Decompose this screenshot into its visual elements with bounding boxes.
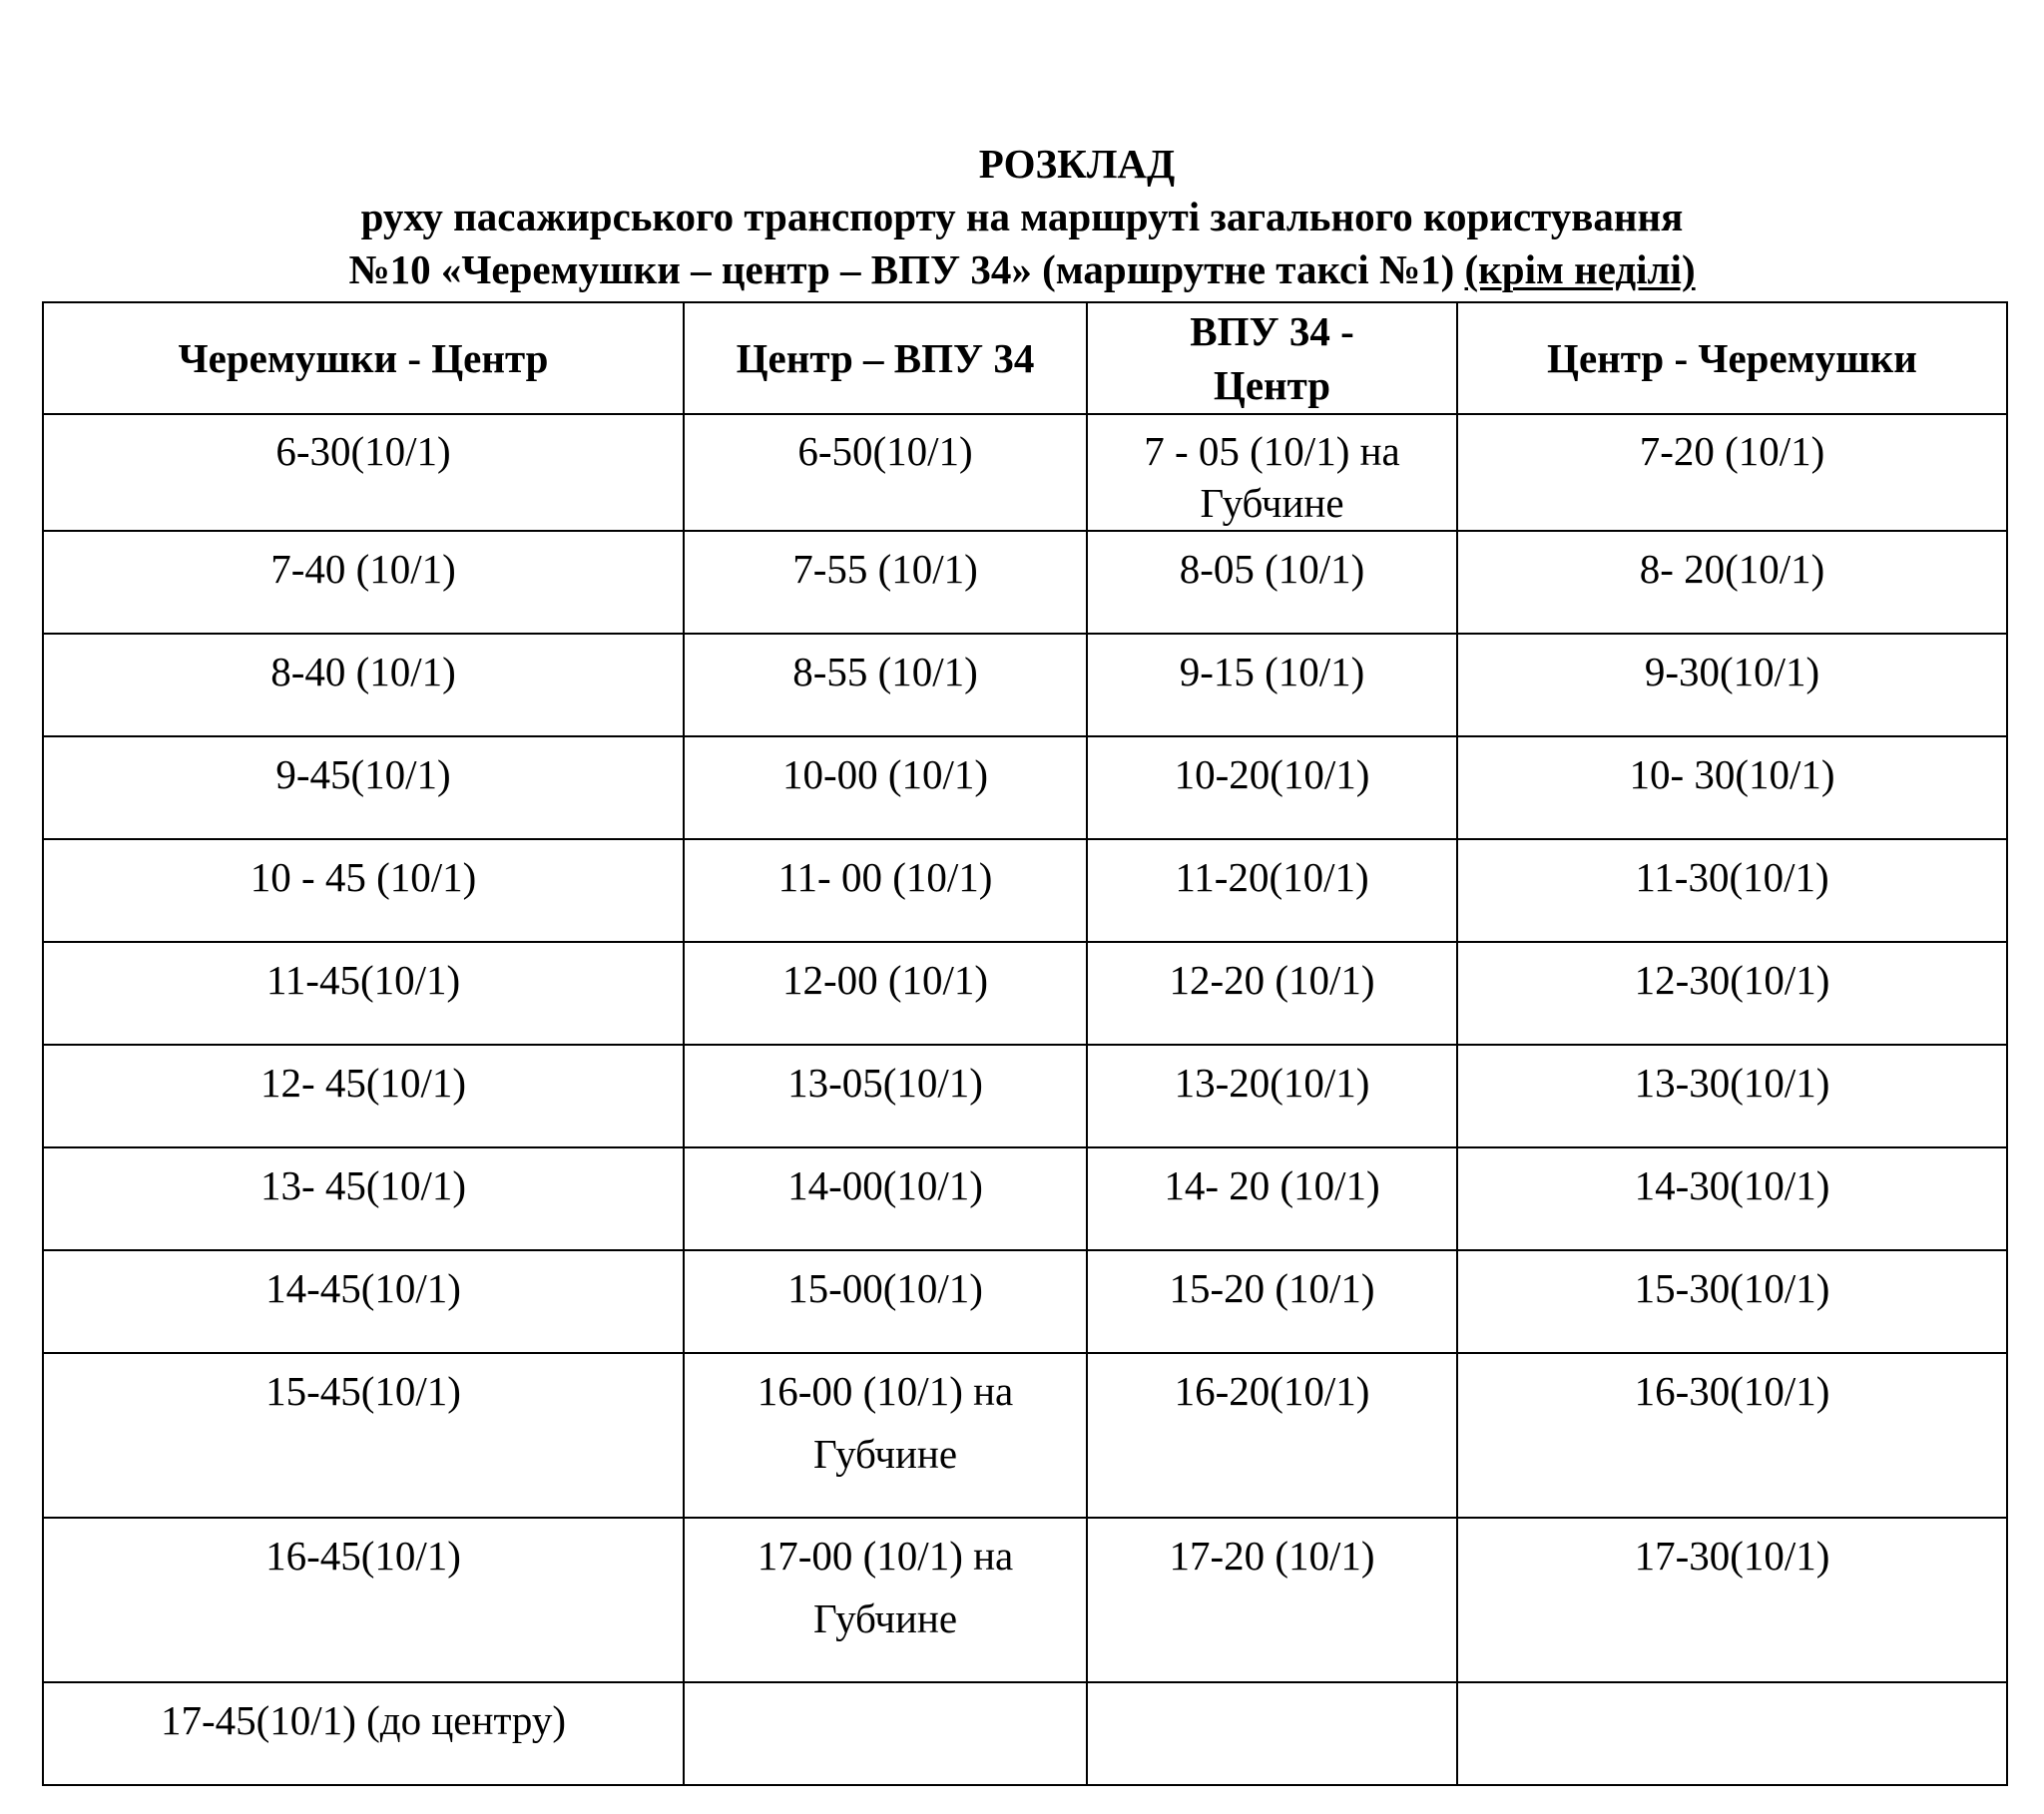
- table-cell: 12-20 (10/1): [1087, 942, 1457, 1045]
- table-cell: 8-05 (10/1): [1087, 531, 1457, 634]
- schedule-subtitle: руху пасажирського транспорту на маршруті загального користування: [360, 194, 1684, 239]
- table-row: [43, 839, 2007, 942]
- table-cell: [684, 1682, 1087, 1785]
- table-cell: 13-30(10/1): [1457, 1045, 2007, 1147]
- table-cell: 17-30(10/1): [1457, 1518, 2007, 1682]
- table-row: [43, 1518, 2007, 1682]
- table-row: [43, 634, 2007, 736]
- route-note: (крім неділі): [1464, 246, 1696, 292]
- table-cell: 16-30(10/1): [1457, 1353, 2007, 1518]
- table-cell: 10- 30(10/1): [1457, 736, 2007, 839]
- table-cell: 11-45(10/1): [43, 942, 684, 1045]
- table-cell: 12-30(10/1): [1457, 942, 2007, 1045]
- route-name: №10 «Черемушки – центр – ВПУ 34» (маршрутне таксі №1): [348, 246, 1455, 292]
- table-cell: 17-00 (10/1) на Губчине: [684, 1518, 1087, 1682]
- table-row: [43, 1250, 2007, 1353]
- table-cell: 11- 00 (10/1): [684, 839, 1087, 942]
- schedule-title: РОЗКЛАД: [978, 141, 1176, 187]
- table-cell: 13- 45(10/1): [43, 1147, 684, 1250]
- table-cell: 7-55 (10/1): [684, 531, 1087, 634]
- schedule-table: [42, 301, 2008, 1786]
- table-cell: 8-40 (10/1): [43, 634, 684, 736]
- table-row: [43, 1147, 2007, 1250]
- table-cell: 17-20 (10/1): [1087, 1518, 1457, 1682]
- table-cell: 16-20(10/1): [1087, 1353, 1457, 1518]
- table-cell: 7-20 (10/1): [1457, 414, 2007, 531]
- table-cell: 15-00(10/1): [684, 1250, 1087, 1353]
- table-row: [43, 736, 2007, 839]
- table-cell: 12- 45(10/1): [43, 1045, 684, 1147]
- table-row: [43, 942, 2007, 1045]
- table-cell: 14-30(10/1): [1457, 1147, 2007, 1250]
- table-cell: 9-45(10/1): [43, 736, 684, 839]
- document-heading: [0, 138, 2044, 296]
- table-row: [43, 1045, 2007, 1147]
- table-cell: 14-45(10/1): [43, 1250, 684, 1353]
- table-cell: 15-30(10/1): [1457, 1250, 2007, 1353]
- column-header: Черемушки - Центр: [43, 302, 684, 414]
- table-row: [43, 1682, 2007, 1785]
- route-line: [0, 243, 2044, 296]
- table-cell: 8-55 (10/1): [684, 634, 1087, 736]
- table-cell: 6-30(10/1): [43, 414, 684, 531]
- table-cell: 10-00 (10/1): [684, 736, 1087, 839]
- table-cell: 16-00 (10/1) на Губчине: [684, 1353, 1087, 1518]
- table-cell: 7 - 05 (10/1) на Губчине: [1087, 414, 1457, 531]
- table-cell: [1457, 1682, 2007, 1785]
- table-cell: 10-20(10/1): [1087, 736, 1457, 839]
- header-row: [43, 302, 2007, 414]
- column-header: Центр - Черемушки: [1457, 302, 2007, 414]
- table-cell: 9-30(10/1): [1457, 634, 2007, 736]
- column-header: ВПУ 34 - Центр: [1087, 302, 1457, 414]
- table-cell: 17-45(10/1) (до центру): [43, 1682, 684, 1785]
- table-cell: 8- 20(10/1): [1457, 531, 2007, 634]
- column-header: Центр – ВПУ 34: [684, 302, 1087, 414]
- table-row: [43, 1353, 2007, 1518]
- table-cell: 9-15 (10/1): [1087, 634, 1457, 736]
- table-cell: 7-40 (10/1): [43, 531, 684, 634]
- table-cell: 6-50(10/1): [684, 414, 1087, 531]
- table-cell: 11-30(10/1): [1457, 839, 2007, 942]
- table-cell: 14-00(10/1): [684, 1147, 1087, 1250]
- table-cell: 16-45(10/1): [43, 1518, 684, 1682]
- table-cell: 13-20(10/1): [1087, 1045, 1457, 1147]
- table-cell: [1087, 1682, 1457, 1785]
- table-row: [43, 531, 2007, 634]
- table-cell: 14- 20 (10/1): [1087, 1147, 1457, 1250]
- table-row: [43, 414, 2007, 531]
- table-cell: 13-05(10/1): [684, 1045, 1087, 1147]
- table-cell: 12-00 (10/1): [684, 942, 1087, 1045]
- table-cell: 15-20 (10/1): [1087, 1250, 1457, 1353]
- table-cell: 15-45(10/1): [43, 1353, 684, 1518]
- table-cell: 10 - 45 (10/1): [43, 839, 684, 942]
- table-cell: 11-20(10/1): [1087, 839, 1457, 942]
